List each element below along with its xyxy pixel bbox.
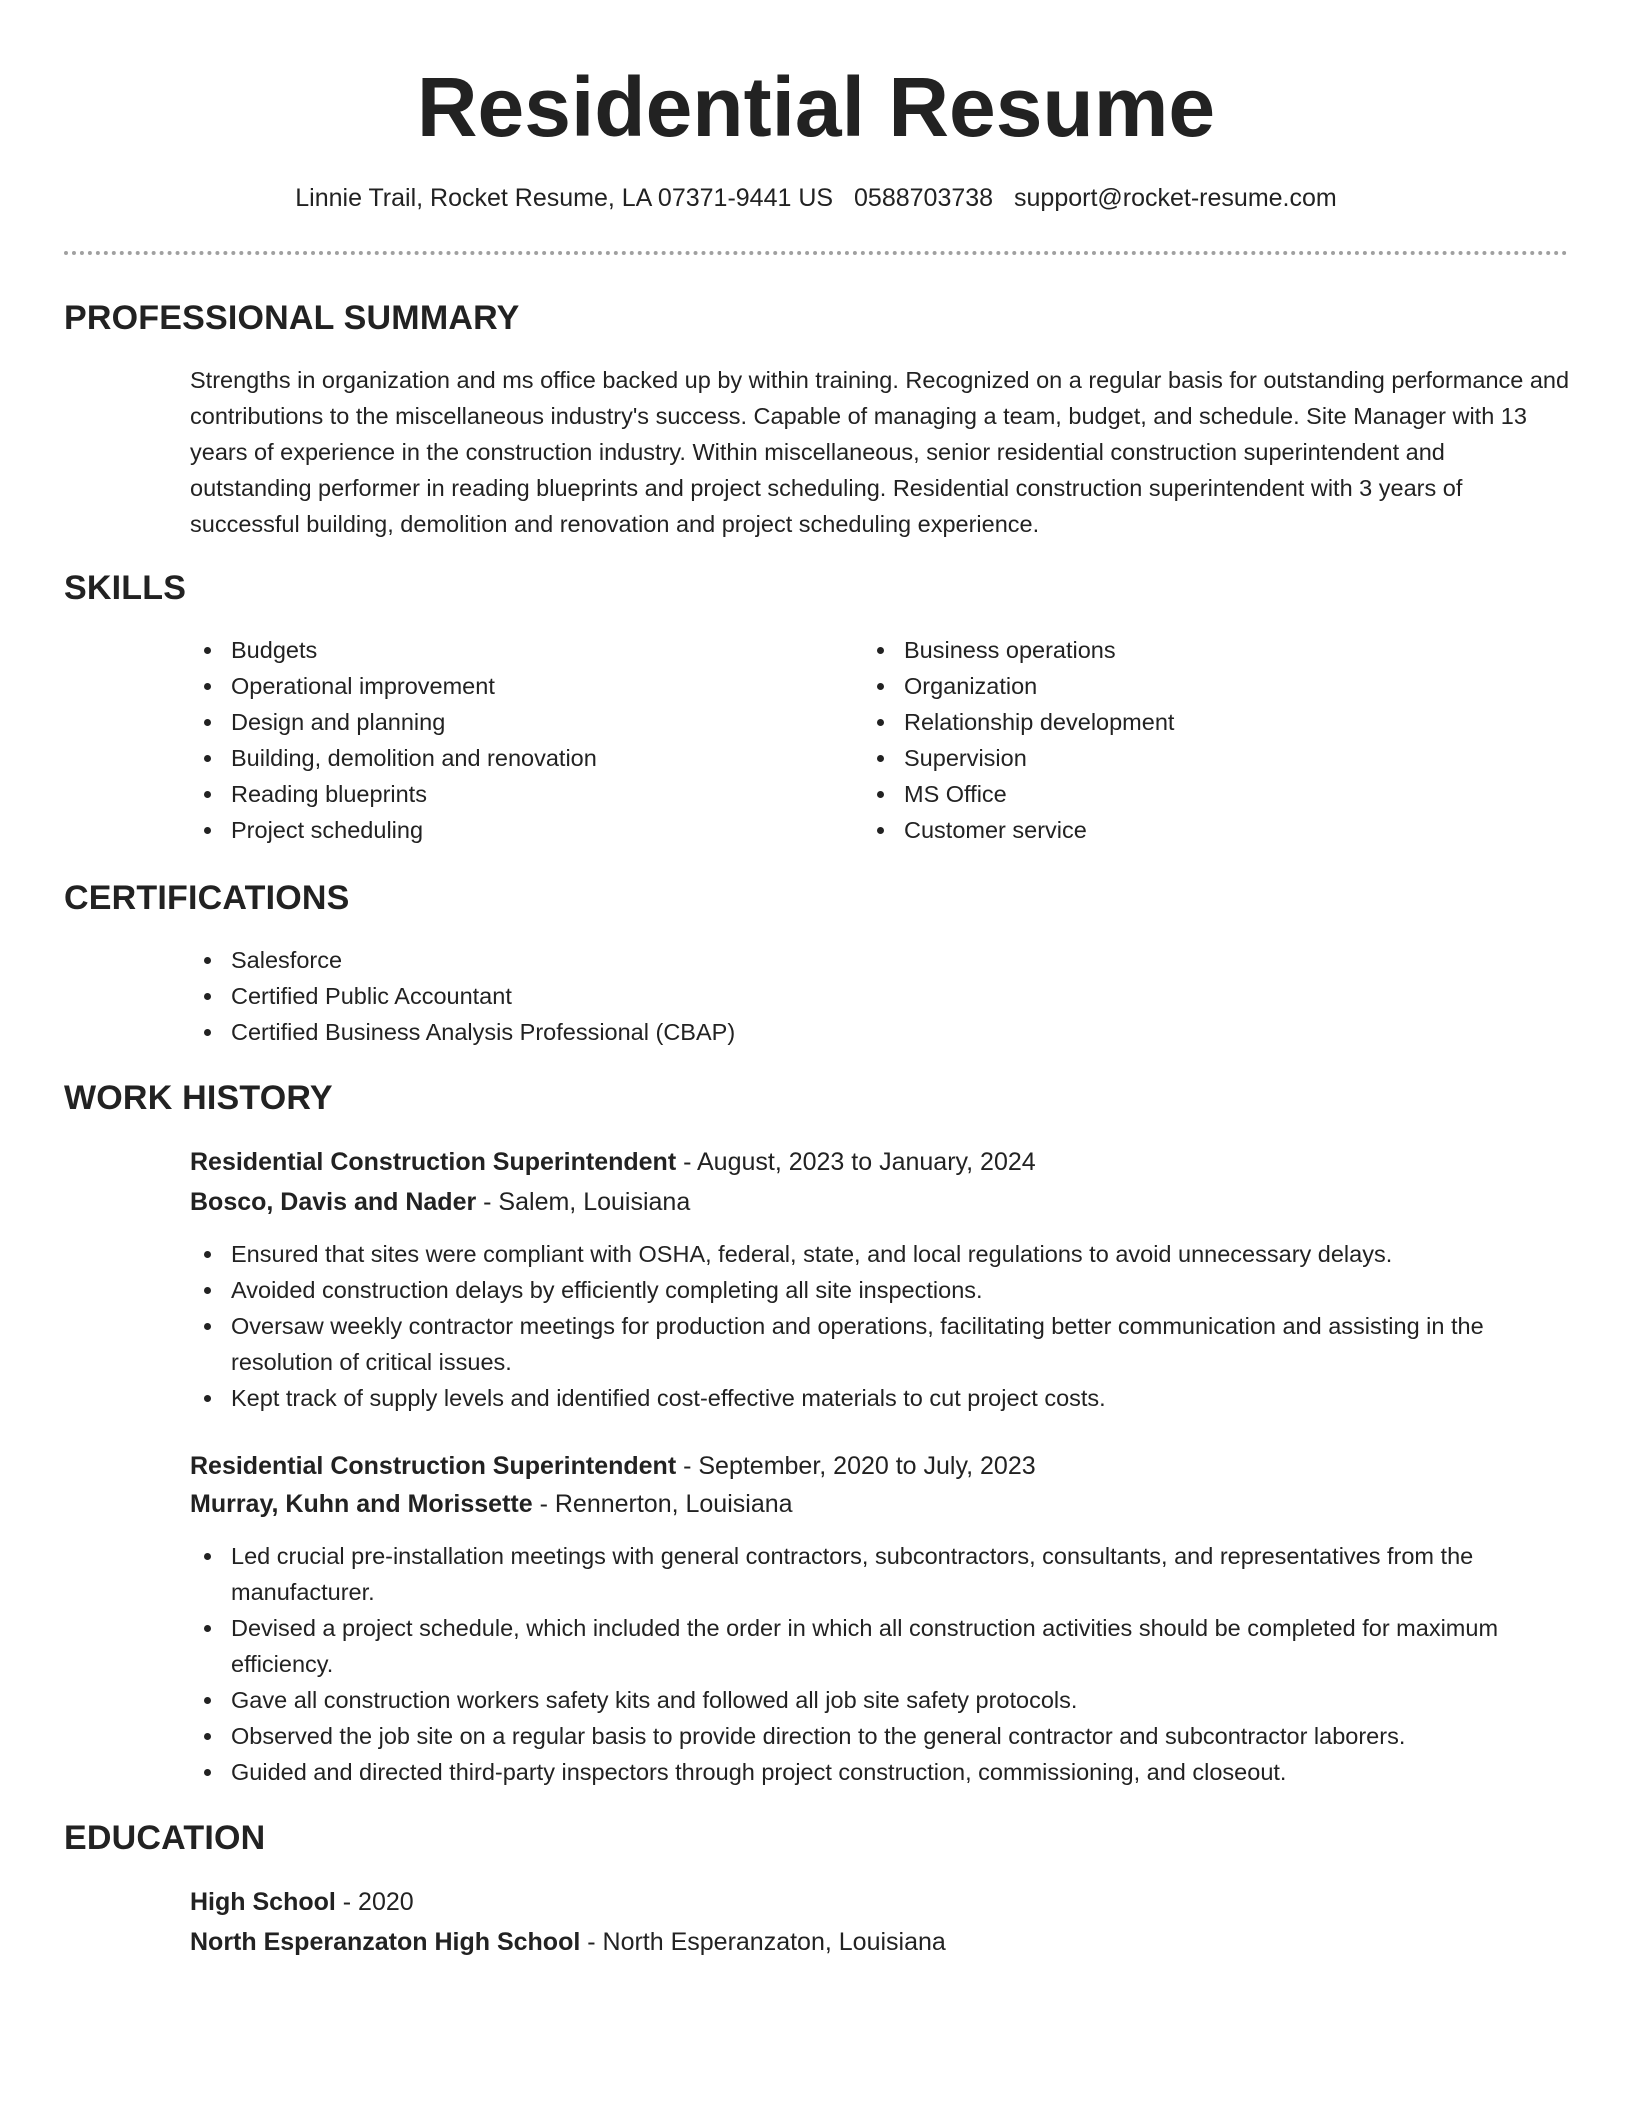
job-bullet: Oversaw weekly contractor meetings for production and operations, facilitating better communication and assisting in the resolution of critical issues.	[188, 1308, 1568, 1380]
job-bullet: Ensured that sites were compliant with OSHA, federal, state, and local regulations to avoid unnecessary delays.	[188, 1236, 1568, 1272]
job-title: Residential Construction Superintendent	[190, 1452, 677, 1480]
job-bullets	[188, 1538, 1568, 1790]
skill-item: Relationship development	[861, 704, 1481, 740]
job-dates: - August, 2023 to January, 2024	[676, 1148, 1036, 1176]
skill-item: Reading blueprints	[188, 776, 808, 812]
job-bullets	[188, 1236, 1568, 1416]
job-company-line	[190, 1182, 690, 1222]
education-degree-line	[190, 1882, 414, 1922]
contact-phone: 0588703738	[854, 184, 994, 212]
certification-item: Certified Business Analysis Professional (CBAP)	[188, 1014, 1568, 1050]
skill-item: Project scheduling	[188, 812, 808, 848]
header-divider	[64, 251, 1568, 255]
contact-email: support@rocket-resume.com	[1014, 184, 1337, 212]
skills-heading: SKILLS	[64, 569, 187, 607]
summary-heading: PROFESSIONAL SUMMARY	[64, 299, 520, 337]
job-bullet: Devised a project schedule, which included the order in which all construction activities should be completed for maximum efficiency.	[188, 1610, 1568, 1682]
job-dates: - September, 2020 to July, 2023	[676, 1452, 1036, 1480]
skill-item: Customer service	[861, 812, 1481, 848]
job-company-line	[190, 1484, 793, 1524]
certifications-list	[188, 942, 1568, 1050]
contact-address: Linnie Trail, Rocket Resume, LA 07371-9441 US	[295, 184, 834, 212]
education-degree: High School	[190, 1888, 336, 1916]
skill-item: Budgets	[188, 632, 808, 668]
certification-item: Salesforce	[188, 942, 1568, 978]
skill-item: Organization	[861, 668, 1481, 704]
skills-list-right	[861, 632, 1481, 848]
contact-line	[0, 180, 1632, 216]
job-bullet: Kept track of supply levels and identified cost-effective materials to cut project costs.	[188, 1380, 1568, 1416]
skill-item: Design and planning	[188, 704, 808, 740]
job-bullet: Observed the job site on a regular basis to provide direction to the general contractor and subcontractor laborers.	[188, 1718, 1568, 1754]
job-location: - Rennerton, Louisiana	[532, 1490, 793, 1518]
skill-item: MS Office	[861, 776, 1481, 812]
certification-item: Certified Public Accountant	[188, 978, 1568, 1014]
job-bullet: Led crucial pre-installation meetings with general contractors, subcontractors, consultants, and representatives from the manufacturer.	[188, 1538, 1568, 1610]
skill-item: Building, demolition and renovation	[188, 740, 808, 776]
skills-list-left	[188, 632, 808, 848]
education-school-line	[190, 1922, 946, 1962]
certifications-heading: CERTIFICATIONS	[64, 879, 350, 917]
skill-item: Supervision	[861, 740, 1481, 776]
job-bullet: Gave all construction workers safety kits and followed all job site safety protocols.	[188, 1682, 1568, 1718]
resume-title: Residential Resume	[416, 60, 1216, 154]
education-location: - North Esperanzaton, Louisiana	[580, 1928, 946, 1956]
summary-text: Strengths in organization and ms office backed up by within training. Recognized on a regular basis for outstanding performance and contributions to the miscellaneous industry's success. Capable of managing a team, budget, and schedule. Site Manager with 13 years of experience in the construction industry. Within miscellaneous, senior residential construction superintendent and outstanding performer in reading blueprints and project scheduling. Residential construction superintendent with 3 years of successful building, demolition and renovation and project scheduling experience.	[190, 367, 1570, 537]
education-school: North Esperanzaton High School	[190, 1928, 581, 1956]
job-bullet: Avoided construction delays by efficiently completing all site inspections.	[188, 1272, 1568, 1308]
job-company: Bosco, Davis and Nader	[190, 1188, 477, 1216]
job-title-line	[190, 1142, 1036, 1182]
skill-item: Operational improvement	[188, 668, 808, 704]
work-history-heading: WORK HISTORY	[64, 1079, 333, 1117]
job-location: - Salem, Louisiana	[476, 1188, 691, 1216]
job-title-line	[190, 1446, 1036, 1486]
job-bullet: Guided and directed third-party inspectors through project construction, commissioning, and closeout.	[188, 1754, 1568, 1790]
job-company: Murray, Kuhn and Morissette	[190, 1490, 533, 1518]
job-title: Residential Construction Superintendent	[190, 1148, 677, 1176]
education-heading: EDUCATION	[64, 1819, 266, 1857]
skill-item: Business operations	[861, 632, 1481, 668]
education-year: - 2020	[335, 1888, 414, 1916]
